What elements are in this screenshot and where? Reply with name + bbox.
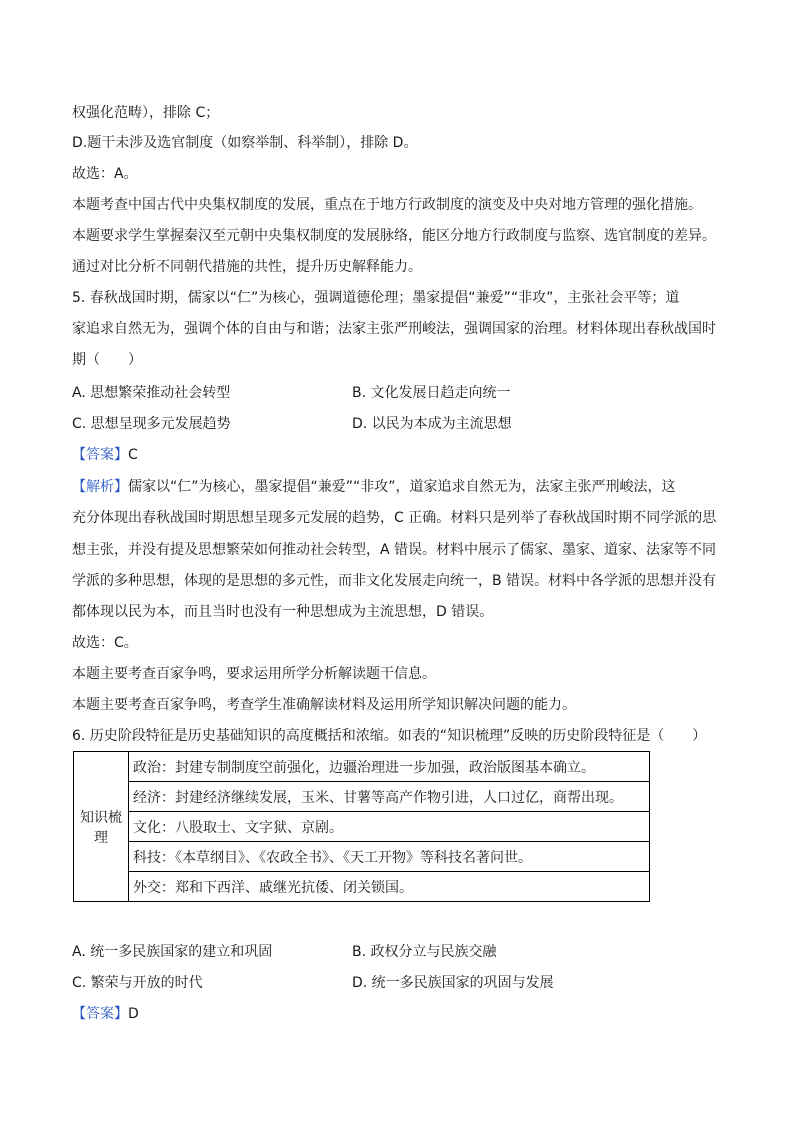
option-c: C. 繁荣与开放的时代: [72, 975, 203, 991]
table-row: [74, 872, 650, 902]
table-cell: 外交：郑和下西洋、戚继光抗倭、闭关锁国。: [129, 872, 650, 902]
table-cell: 科技：《本草纲目》、《农政全书》、《天工开物》等科技名著问世。: [129, 842, 650, 872]
option-c: C. 思想呈现多元发展趋势: [72, 416, 231, 432]
option-a: A. 统一多民族国家的建立和巩固: [72, 944, 273, 960]
text-line: 本题要求学生掌握秦汉至元朝中央集权制度的发展脉络，能区分地方行政制度与监察、选官制度的差异。: [72, 228, 716, 244]
option-b: B. 政权分立与民族交融: [352, 944, 497, 960]
answer-value: C: [128, 447, 138, 463]
table-cell: 文化：八股取士、文字狱、京剧。: [129, 812, 650, 842]
analysis-text: 学派的多种思想，体现的是思想的多元性，而非文化发展走向统一，B 错误。材料中各学派的思想并没有: [72, 573, 717, 589]
table-row: [74, 842, 650, 872]
table-row: [74, 812, 650, 842]
text-line: 本题考查中国古代中央集权制度的发展，重点在于地方行政制度的演变及中央对地方管理的强化措施。: [72, 197, 702, 213]
table-row: [74, 752, 650, 782]
analysis-text: 都体现以民为本，而且当时也没有一种思想成为主流思想，D 错误。: [72, 604, 494, 620]
text-line: 权强化范畴），排除 C；: [72, 105, 220, 121]
answer-line: [72, 445, 724, 465]
text-line: 故选：A。: [72, 166, 138, 182]
option-b: B. 文化发展日趋走向统一: [352, 385, 511, 401]
question-5-stem: 家追求自然无为，强调个体的自由与和谐；法家主张严刑峻法，强调国家的治理。材料体现出春秋战国时: [72, 321, 716, 337]
option-a: A. 思想繁荣推动社会转型: [72, 385, 231, 401]
table-row: [74, 782, 650, 812]
question-5-stem: 5. 春秋战国时期，儒家以“仁”为核心，强调道德伦理；墨家提倡“兼爱”“非攻”，主张社会平等；道: [72, 290, 680, 306]
analysis-text: 想主张，并没有提及思想繁荣如何推动社会转型，A 错误。材料中展示了儒家、墨家、道家、法家等不同: [72, 542, 717, 558]
analysis-line: [72, 477, 724, 497]
table-header-cell: 知识梳理: [74, 752, 129, 902]
answer-tag: 【答案】: [72, 1006, 128, 1022]
analysis-text: 儒家以“仁”为核心，墨家提倡“兼爱”“非攻”，道家追求自然无为，法家主张严刑峻法，这: [128, 479, 676, 495]
table-cell: 政治：封建专制制度空前强化，边疆治理进一步加强，政治版图基本确立。: [129, 752, 650, 782]
note: 本题主要考查百家争鸣，要求运用所学分析解读题干信息。: [72, 666, 436, 682]
answer-value: D: [128, 1006, 139, 1022]
answer-tag: 【答案】: [72, 447, 128, 463]
note: 本题主要考查百家争鸣，考查学生准确解读材料及运用所学知识解决问题的能力。: [72, 697, 576, 713]
analysis-text: 充分体现出春秋战国时期思想呈现多元发展的趋势，C 正确。材料只是列举了春秋战国时期不同学派的思: [72, 510, 717, 526]
text-line: D.题干未涉及选官制度（如察举制、科举制），排除 D。: [72, 135, 418, 151]
answer-line: [72, 1004, 724, 1024]
option-d: D. 统一多民族国家的巩固与发展: [352, 975, 554, 991]
option-d: D. 以民为本成为主流思想: [352, 416, 512, 432]
text-line: 通过对比分析不同朝代措施的共性，提升历史解释能力。: [72, 259, 422, 275]
analysis-tag: 【解析】: [72, 479, 128, 495]
question-5-stem: 期（ ）: [72, 352, 142, 368]
knowledge-table: [73, 751, 650, 902]
question-6-stem: 6. 历史阶段特征是历史基础知识的高度概括和浓缩。如表的“知识梳理”反映的历史阶段特征是（ ）: [72, 728, 707, 744]
conclusion: 故选：C。: [72, 635, 138, 651]
table-cell: 经济：封建经济继续发展，玉米、甘薯等高产作物引进，人口过亿，商帮出现。: [129, 782, 650, 812]
